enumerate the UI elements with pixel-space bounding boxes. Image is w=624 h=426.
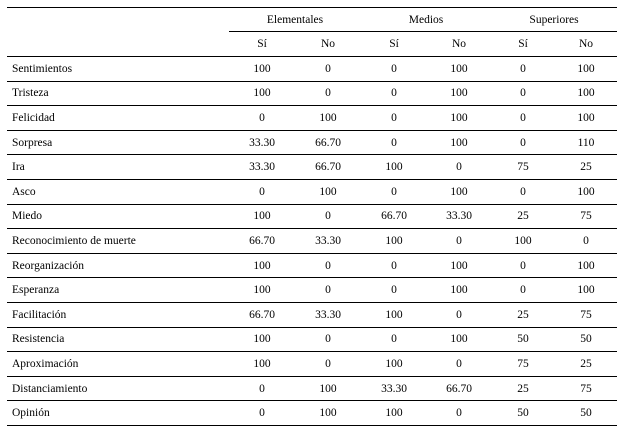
value-cell: 100 [427, 81, 491, 106]
value-cell: 0 [491, 81, 555, 106]
value-cell: 0 [229, 106, 295, 131]
value-cell: 100 [229, 327, 295, 352]
value-cell: 100 [295, 106, 361, 131]
value-cell: 0 [361, 327, 427, 352]
value-cell: 0 [295, 327, 361, 352]
value-cell: 33.30 [229, 155, 295, 180]
table-row [7, 229, 617, 254]
value-cell: 66.70 [229, 302, 295, 327]
value-cell: 100 [427, 278, 491, 303]
value-cell: 50 [491, 327, 555, 352]
row-label: Aproximación [7, 352, 229, 377]
value-cell: 100 [229, 278, 295, 303]
row-label: Miedo [7, 204, 229, 229]
value-cell: 66.70 [361, 204, 427, 229]
value-cell: 0 [491, 130, 555, 155]
value-cell: 0 [491, 278, 555, 303]
value-cell: 75 [491, 352, 555, 377]
corner-cell-sub [7, 32, 229, 57]
value-cell: 100 [229, 352, 295, 377]
table-row [7, 57, 617, 82]
value-cell: 100 [361, 155, 427, 180]
value-cell: 100 [229, 81, 295, 106]
table-row [7, 130, 617, 155]
value-cell: 0 [491, 253, 555, 278]
value-cell: 0 [491, 179, 555, 204]
row-label: Asco [7, 179, 229, 204]
value-cell: 0 [555, 229, 617, 254]
value-cell: 100 [361, 352, 427, 377]
value-cell: 75 [555, 204, 617, 229]
value-cell: 100 [555, 179, 617, 204]
table-row [7, 106, 617, 131]
table-row [7, 376, 617, 401]
value-cell: 100 [427, 57, 491, 82]
value-cell: 0 [295, 81, 361, 106]
value-cell: 33.30 [427, 204, 491, 229]
value-cell: 33.30 [295, 302, 361, 327]
value-cell: 100 [555, 278, 617, 303]
table-row [7, 302, 617, 327]
value-cell: 0 [295, 253, 361, 278]
row-label: Tristeza [7, 81, 229, 106]
row-label: Felicidad [7, 106, 229, 131]
value-cell: 0 [491, 57, 555, 82]
value-cell: 100 [491, 229, 555, 254]
row-label: Reconocimiento de muerte [7, 229, 229, 254]
row-label: Sentimientos [7, 57, 229, 82]
sub-header-cell: No [427, 32, 491, 57]
value-cell: 25 [491, 376, 555, 401]
table-body [7, 57, 617, 426]
value-cell: 0 [229, 376, 295, 401]
value-cell: 0 [361, 278, 427, 303]
row-label: Facilitación [7, 302, 229, 327]
value-cell: 0 [491, 106, 555, 131]
value-cell: 100 [555, 106, 617, 131]
row-label: Sorpresa [7, 130, 229, 155]
value-cell: 50 [555, 327, 617, 352]
value-cell: 0 [361, 130, 427, 155]
value-cell: 25 [491, 302, 555, 327]
value-cell: 50 [555, 401, 617, 426]
value-cell: 100 [427, 327, 491, 352]
table-row [7, 155, 617, 180]
value-cell: 100 [427, 253, 491, 278]
data-table [7, 7, 617, 426]
value-cell: 75 [555, 302, 617, 327]
row-label: Esperanza [7, 278, 229, 303]
value-cell: 0 [361, 106, 427, 131]
value-cell: 50 [491, 401, 555, 426]
value-cell: 25 [491, 204, 555, 229]
table-row [7, 352, 617, 377]
value-cell: 100 [427, 179, 491, 204]
value-cell: 33.30 [295, 229, 361, 254]
value-cell: 0 [295, 204, 361, 229]
value-cell: 100 [361, 401, 427, 426]
sub-header-cell: No [555, 32, 617, 57]
row-label: Ira [7, 155, 229, 180]
table-row [7, 253, 617, 278]
row-label: Resistencia [7, 327, 229, 352]
value-cell: 0 [229, 179, 295, 204]
value-cell: 25 [555, 352, 617, 377]
value-cell: 66.70 [229, 229, 295, 254]
value-cell: 33.30 [361, 376, 427, 401]
value-cell: 0 [295, 352, 361, 377]
value-cell: 75 [491, 155, 555, 180]
value-cell: 33.30 [229, 130, 295, 155]
value-cell: 0 [295, 278, 361, 303]
value-cell: 66.70 [427, 376, 491, 401]
value-cell: 100 [555, 57, 617, 82]
group-header-superiores: Superiores [491, 8, 617, 32]
row-label: Reorganización [7, 253, 229, 278]
value-cell: 0 [361, 57, 427, 82]
value-cell: 66.70 [295, 130, 361, 155]
value-cell: 100 [295, 376, 361, 401]
value-cell: 100 [555, 81, 617, 106]
sub-header-cell: No [295, 32, 361, 57]
group-header-elementales: Elementales [229, 8, 361, 32]
value-cell: 66.70 [295, 155, 361, 180]
value-cell: 100 [555, 253, 617, 278]
value-cell: 100 [229, 253, 295, 278]
sub-header-row [7, 32, 617, 57]
group-header-row [7, 8, 617, 32]
table-row [7, 401, 617, 426]
value-cell: 0 [427, 155, 491, 180]
value-cell: 0 [427, 401, 491, 426]
value-cell: 25 [555, 155, 617, 180]
value-cell: 0 [229, 401, 295, 426]
value-cell: 100 [295, 179, 361, 204]
row-label: Distanciamiento [7, 376, 229, 401]
value-cell: 75 [555, 376, 617, 401]
table-row [7, 327, 617, 352]
value-cell: 100 [229, 57, 295, 82]
sub-header-cell: Sí [229, 32, 295, 57]
value-cell: 100 [361, 229, 427, 254]
value-cell: 0 [361, 179, 427, 204]
value-cell: 0 [427, 229, 491, 254]
value-cell: 100 [361, 302, 427, 327]
value-cell: 100 [427, 130, 491, 155]
value-cell: 100 [427, 106, 491, 131]
value-cell: 0 [427, 302, 491, 327]
sub-header-cell: Sí [361, 32, 427, 57]
value-cell: 100 [295, 401, 361, 426]
corner-cell [7, 8, 229, 32]
group-header-medios: Medios [361, 8, 491, 32]
table-row [7, 81, 617, 106]
row-label: Opinión [7, 401, 229, 426]
value-cell: 0 [427, 352, 491, 377]
sub-header-cell: Sí [491, 32, 555, 57]
value-cell: 110 [555, 130, 617, 155]
table-row [7, 179, 617, 204]
value-cell: 0 [361, 81, 427, 106]
table-row [7, 278, 617, 303]
table-row [7, 204, 617, 229]
value-cell: 0 [295, 57, 361, 82]
value-cell: 0 [361, 253, 427, 278]
value-cell: 100 [229, 204, 295, 229]
